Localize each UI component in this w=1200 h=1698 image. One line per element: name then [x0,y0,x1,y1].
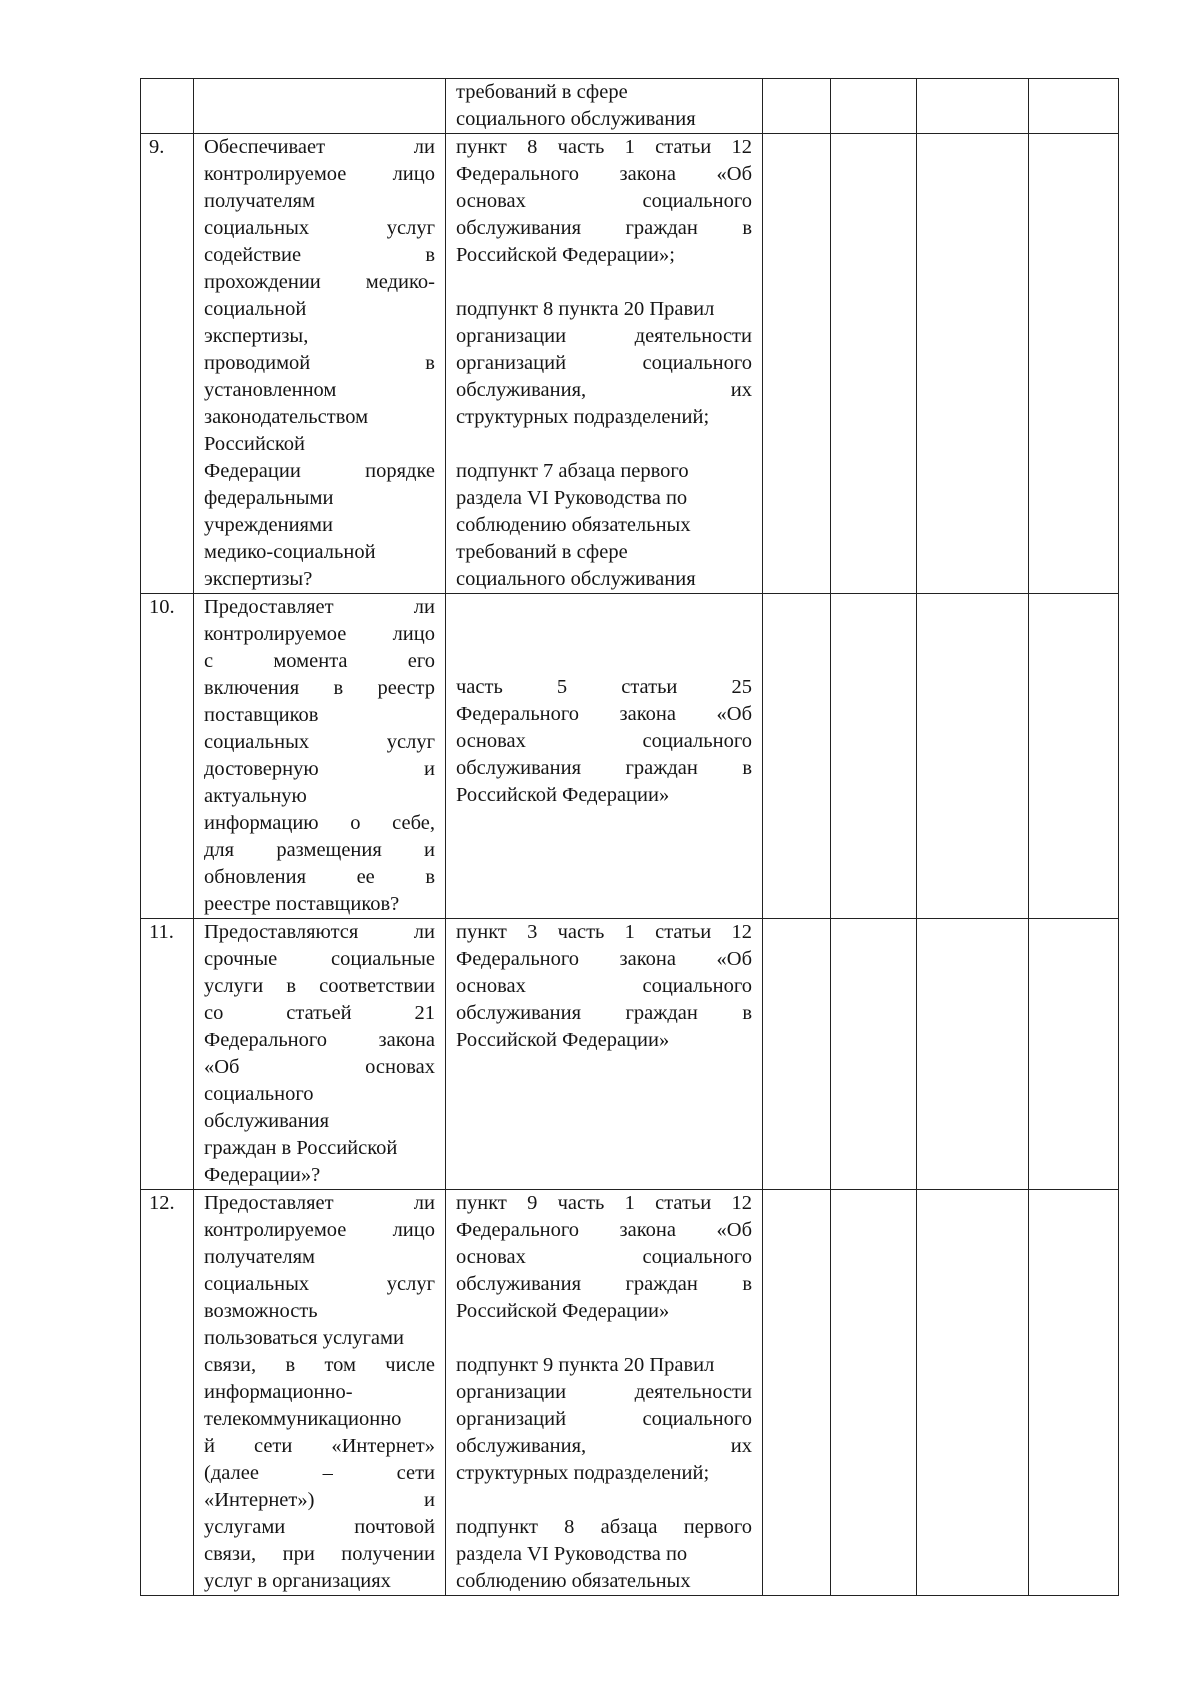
question-line: учреждениями [204,514,333,536]
question-line: экспертизы, [204,325,309,347]
question-line: социальных услуг [204,217,435,239]
legal-basis-line: основах социального [456,1246,752,1268]
question-line: медико-социальной [204,541,376,563]
legal-basis-line: раздела VI Руководства по [456,487,688,509]
question-line: «Интернет») и [204,1489,435,1511]
question-line: Предоставляет ли [204,596,435,618]
question-cell [194,134,446,594]
empty-answer-cell [1029,594,1119,919]
empty-answer-cell [1029,134,1119,594]
legal-basis-paragraph [456,1514,752,1595]
empty-answer-cell [917,1190,1029,1596]
legal-basis-cell [446,134,763,594]
legal-basis-line: обслуживания, их [456,1435,752,1457]
question-line: включения в реестр [204,677,435,699]
question-line: Российской [204,433,306,455]
empty-answer-cell [1029,79,1119,134]
legal-basis-line: Российской Федерации» [456,784,670,806]
row-number: 11. [141,919,194,1190]
table-row [141,594,1119,919]
legal-basis-line: основах социального [456,190,752,212]
question-cell [194,79,446,134]
empty-answer-cell [917,919,1029,1190]
legal-basis-paragraph [456,1190,752,1325]
question-line: прохождении медико- [204,271,435,293]
empty-answer-cell [831,134,917,594]
empty-answer-cell [1029,1190,1119,1596]
legal-basis-cell [446,919,763,1190]
question-line: возможность [204,1300,318,1322]
legal-basis-line: подпункт 8 пункта 20 Правил [456,298,715,320]
question-line: поставщиков [204,704,319,726]
legal-basis-line: Федерального закона «Об [456,703,752,725]
question-line: услугами почтовой [204,1516,435,1538]
legal-basis-line: требований в сфере [456,541,628,563]
question-line: информационно- [204,1381,353,1403]
empty-answer-cell [763,79,831,134]
legal-basis-line: социального обслуживания [456,568,696,590]
legal-basis-line: пункт 9 часть 1 статьи 12 [456,1192,752,1214]
question-line: срочные социальные [204,948,435,970]
empty-answer-cell [763,594,831,919]
question-line: обслуживания [204,1110,330,1132]
legal-basis-line: структурных подразделений; [456,1462,710,1484]
legal-basis-line: структурных подразделений; [456,406,710,428]
question-line: установленном [204,379,337,401]
legal-basis-cell [446,594,763,919]
row-number: 9. [141,134,194,594]
question-line: контролируемое лицо [204,1219,435,1241]
legal-basis-line: обслуживания граждан в [456,1002,752,1024]
question-line: содействие в [204,244,435,266]
question-line: Федерации»? [204,1164,321,1186]
question-line: законодательством [204,406,369,428]
legal-basis-line: требований в сфере [456,81,628,103]
question-line: услуг в организациях [204,1570,391,1592]
legal-basis-paragraph [456,134,752,269]
question-line: Обеспечивает ли [204,136,435,158]
question-line: реестре поставщиков? [204,893,400,915]
question-line: Федерации порядке [204,460,435,482]
question-line: контролируемое лицо [204,163,435,185]
question-line: со статьей 21 [204,1002,435,1024]
empty-answer-cell [1029,919,1119,1190]
table-row [141,1190,1119,1596]
legal-basis-line: обслуживания, их [456,379,752,401]
legal-basis-paragraph [456,296,752,431]
question-line: экспертизы? [204,568,313,590]
legal-basis-line: обслуживания граждан в [456,1273,752,1295]
legal-basis-line: Российской Федерации» [456,1300,670,1322]
empty-answer-cell [831,594,917,919]
legal-basis-line: организации деятельности [456,1381,752,1403]
empty-answer-cell [763,919,831,1190]
row-number: 10. [141,594,194,919]
legal-basis-line: часть 5 статьи 25 [456,676,752,698]
table-row [141,134,1119,594]
question-line: проводимой в [204,352,435,374]
empty-answer-cell [831,919,917,1190]
legal-basis-line: социального обслуживания [456,108,696,130]
legal-basis-paragraph [456,79,752,133]
empty-answer-cell [831,79,917,134]
legal-basis-line: пункт 3 часть 1 статьи 12 [456,921,752,943]
legal-basis-line: раздела VI Руководства по [456,1543,688,1565]
legal-basis-line: Федерального закона «Об [456,163,752,185]
question-line: (далее – сети [204,1462,435,1484]
empty-answer-cell [831,1190,917,1596]
empty-answer-cell [763,1190,831,1596]
question-line: информацию о себе, [204,812,435,834]
legal-basis-paragraph [456,919,752,1054]
legal-basis-line: Российской Федерации»; [456,244,675,266]
row-number [141,79,194,134]
question-line: й сети «Интернет» [204,1435,435,1457]
question-line: граждан в Российской [204,1137,398,1159]
question-line: социальных услуг [204,731,435,753]
legal-basis-line: Федерального закона «Об [456,948,752,970]
question-line: получателям [204,1246,315,1268]
question-line: связи, при получении [204,1543,435,1565]
empty-answer-cell [917,134,1029,594]
question-line: для размещения и [204,839,435,861]
table-row [141,919,1119,1190]
legal-basis-line: подпункт 9 пункта 20 Правил [456,1354,715,1376]
legal-basis-line: организаций социального [456,352,752,374]
legal-basis-line: обслуживания граждан в [456,217,752,239]
question-line: обновления ее в [204,866,435,888]
question-line: с момента его [204,650,435,672]
legal-basis-line: подпункт 7 абзаца первого [456,460,689,482]
question-line: пользоваться услугами [204,1327,404,1349]
empty-answer-cell [917,594,1029,919]
legal-basis-paragraph [456,674,752,809]
question-cell [194,1190,446,1596]
question-line: социального [204,1083,314,1105]
question-line: Федерального закона [204,1029,435,1051]
question-line: связи, в том числе [204,1354,435,1376]
question-line: услуги в соответствии [204,975,435,997]
question-line: контролируемое лицо [204,623,435,645]
legal-basis-line: Федерального закона «Об [456,1219,752,1241]
legal-basis-line: основах социального [456,975,752,997]
requirements-table [140,78,1119,1596]
question-line: актуальную [204,785,307,807]
row-number: 12. [141,1190,194,1596]
question-cell [194,919,446,1190]
legal-basis-cell [446,1190,763,1596]
empty-answer-cell [917,79,1029,134]
legal-basis-line: организаций социального [456,1408,752,1430]
empty-answer-cell [763,134,831,594]
legal-basis-line: Российской Федерации» [456,1029,670,1051]
question-line: получателям [204,190,315,212]
question-line: достоверную и [204,758,435,780]
question-line: Предоставляет ли [204,1192,435,1214]
legal-basis-line: основах социального [456,730,752,752]
question-line: «Об основах [204,1056,435,1078]
question-cell [194,594,446,919]
legal-basis-cell [446,79,763,134]
legal-basis-paragraph [456,458,752,593]
table-row [141,79,1119,134]
legal-basis-paragraph [456,1352,752,1487]
legal-basis-line: подпункт 8 абзаца первого [456,1516,752,1538]
question-line: Предоставляются ли [204,921,435,943]
legal-basis-line: соблюдению обязательных [456,514,691,536]
question-line: федеральными [204,487,334,509]
question-line: социальной [204,298,307,320]
legal-basis-line: соблюдению обязательных [456,1570,691,1592]
question-line: социальных услуг [204,1273,435,1295]
legal-basis-line: обслуживания граждан в [456,757,752,779]
legal-basis-line: организации деятельности [456,325,752,347]
legal-basis-line: пункт 8 часть 1 статьи 12 [456,136,752,158]
question-line: телекоммуникационно [204,1408,402,1430]
